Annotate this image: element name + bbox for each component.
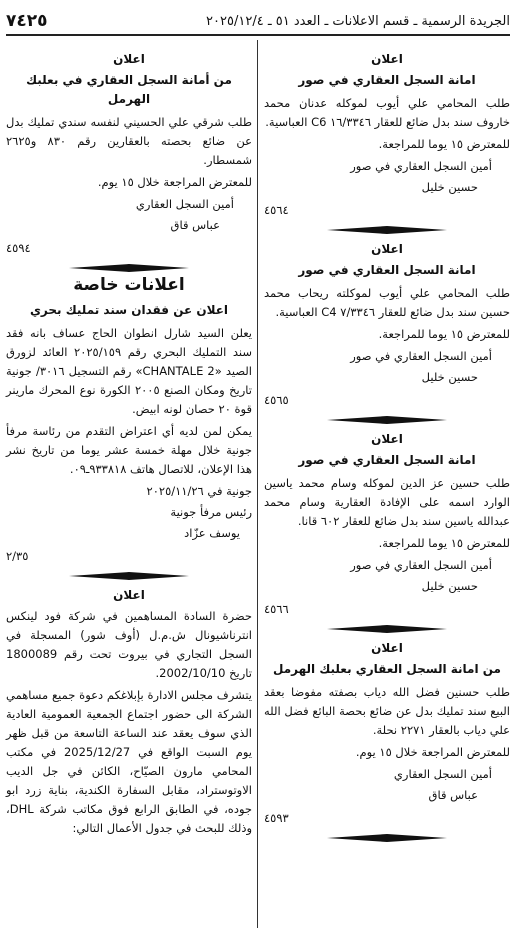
signature-line: أمين السجل العقاري bbox=[393, 767, 492, 781]
notice bbox=[6, 586, 252, 838]
notice-paragraph: يعلن السيد شارل انطوان الحاج عساف بانه فقد سند التمليك البحري رقم ٢٠٢٥/١٥٩ العائد لزورق الصيد «CHANTALE 2» رقم التسجيل ٣٠١٦/ جونية تاريخ ومكان الصنع ٢٠٠٥ الكورة نوع المحرك مارينر قوة ٢٠ حصان لونه ابيض. bbox=[6, 326, 252, 416]
notice-heading: اعلان bbox=[113, 52, 145, 66]
page-header bbox=[6, 8, 510, 36]
notice bbox=[264, 240, 510, 424]
notice-number: ٤٥٦٥ bbox=[264, 393, 289, 407]
column-divider bbox=[257, 40, 258, 928]
notice-paragraph: طلب المحامي علي أيوب لموكلته ريحاب محمد حسين سند بدل ضائع للعقار ٧/٣٣٤٦ C4 العباسية. bbox=[264, 286, 510, 319]
separator-ornament bbox=[6, 572, 252, 580]
notice-paragraph: للمعترض ١٥ يوما للمراجعة. bbox=[378, 327, 510, 341]
notice-heading: اعلان عن فقدان سند تمليك بحري bbox=[29, 303, 229, 317]
signature-name: حسين خليل bbox=[421, 180, 478, 194]
notice-number: ٢/٣٥ bbox=[6, 549, 29, 563]
notice-subheading: من أمانة السجل العقاري في بعلبك الهرمل bbox=[26, 73, 232, 106]
separator-ornament bbox=[264, 625, 510, 633]
notice bbox=[264, 50, 510, 234]
notice bbox=[264, 639, 510, 842]
right-column bbox=[264, 44, 510, 846]
separator-ornament bbox=[6, 264, 252, 272]
separator-ornament bbox=[264, 834, 510, 842]
notice-subheading: من امانة السجل العقاري بعلبك الهرمل bbox=[273, 662, 501, 676]
notice bbox=[6, 50, 252, 272]
notice bbox=[264, 430, 510, 633]
signature-name: عباس قاق bbox=[428, 788, 478, 802]
signature-name: عباس قاق bbox=[170, 218, 220, 232]
section-title: اعلانات خاصة bbox=[73, 275, 185, 295]
notice-number: ٤٥٦٤ bbox=[264, 203, 289, 217]
signature-name: يوسف عزّاد bbox=[184, 526, 240, 540]
notice-subheading: امانة السجل العقاري في صور bbox=[298, 73, 476, 87]
notice-heading: اعلان bbox=[113, 588, 145, 602]
notice-paragraph: طلب حسين عز الدين لموكله وسام محمد ياسين الوارد اسمه على الإفادة العقارية وسام محمد عبدالله ياسين سند بدل ضائع للعقار ٦٠٢ قانا. bbox=[264, 476, 510, 528]
notice-paragraph: للمعترض ١٥ يوما للمراجعة. bbox=[378, 536, 510, 550]
notice-heading: اعلان bbox=[371, 432, 403, 446]
notice bbox=[6, 301, 252, 580]
notice-heading: اعلان bbox=[371, 242, 403, 256]
signature-name: حسين خليل bbox=[421, 579, 478, 593]
notice-paragraph: طلب حسنين فضل الله دياب بصفته مفوضا بعقد البيع سند تمليك بدل عن ضائع بحصة البائع فضل الله علي دياب بالعقار ٢٢٧١ نحلة. bbox=[264, 685, 510, 737]
separator-ornament bbox=[264, 416, 510, 424]
signature-date: جونية في ٢٠٢٥/١١/٢٦ bbox=[146, 484, 252, 498]
signature-line: أمين السجل العقاري في صور bbox=[350, 159, 492, 173]
notice-paragraph: حضرة السادة المساهمين في شركة فود لينكس انترناشيونال ش.م.ل (أوف شور) المسجلة في السجل التجاري في بيروت تحت رقم 1800089 تاريخ 2002/10/10. bbox=[6, 609, 252, 680]
notice-subheading: امانة السجل العقاري في صور bbox=[298, 263, 476, 277]
separator-ornament bbox=[264, 226, 510, 234]
notice-paragraph: للمعترض المراجعة خلال ١٥ يوم. bbox=[355, 745, 510, 759]
signature-line: أمين السجل العقاري في صور bbox=[350, 349, 492, 363]
page-number: ٧٤٢٥ bbox=[6, 11, 48, 31]
notice-paragraph: طلب شرقي علي الحسيني لنفسه سندي تمليك بدل عن ضائع بحصته بالعقارين رقم ٨٣٠ و٢٦٢٥ شمسطار. bbox=[6, 115, 252, 167]
notice-heading: اعلان bbox=[371, 641, 403, 655]
notice-number: ٤٥٩٣ bbox=[264, 811, 289, 825]
notice-heading: اعلان bbox=[371, 52, 403, 66]
notice-paragraph: للمعترض ١٥ يوما للمراجعة. bbox=[378, 137, 510, 151]
left-column bbox=[6, 44, 252, 841]
notice-paragraph: يتشرف مجلس الادارة بإبلاغكم دعوة جميع مساهمي الشركة الى حضور اجتماع الجمعية العمومية العادية الذي سوف يعقد عند الساعة التاسعة من قبل ظهر يوم السبت الواقع في 2025/12/27 في مكتب المحامي مارون الصيّاح، الكائن في جل الديب الاوتوستراد، مقابل السفارة الكندية، بناية زرد ابو جوده، في الطابق الرابع فوق مكاتب شركة DHL، وذلك للبحث في جدول الأعمال التالي: bbox=[6, 688, 252, 835]
signature-line: أمين السجل العقاري في صور bbox=[350, 558, 492, 572]
notice-paragraph: يمكن لمن لديه أي اعتراض التقدم من رئاسة مرفأ جونية خلال مهلة خمسة عشر يوما من تاريخ نشر هذا الإعلان، للاتصال هاتف ٩٣٣٨١٨ـ٠٩. bbox=[6, 424, 252, 476]
signature-line: أمين السجل العقاري bbox=[135, 197, 234, 211]
notice-paragraph: للمعترض المراجعة خلال ١٥ يوم. bbox=[97, 175, 252, 189]
signature-name: حسين خليل bbox=[421, 370, 478, 384]
header-title: الجريدة الرسمية ـ قسم الاعلانات ـ العدد ٥١ ـ ٢٠٢٥/١٢/٤ bbox=[206, 13, 510, 29]
notice-subheading: امانة السجل العقاري في صور bbox=[298, 453, 476, 467]
notice-paragraph: طلب المحامي علي أيوب لموكله عدنان محمد خاروف سند بدل ضائع للعقار ١٦/٣٣٤٦ C6 العباسية. bbox=[264, 96, 510, 129]
signature-line: رئيس مرفأ جونية bbox=[170, 505, 252, 519]
notice-number: ٤٥٩٤ bbox=[6, 241, 31, 255]
notice-number: ٤٥٦٦ bbox=[264, 602, 289, 616]
